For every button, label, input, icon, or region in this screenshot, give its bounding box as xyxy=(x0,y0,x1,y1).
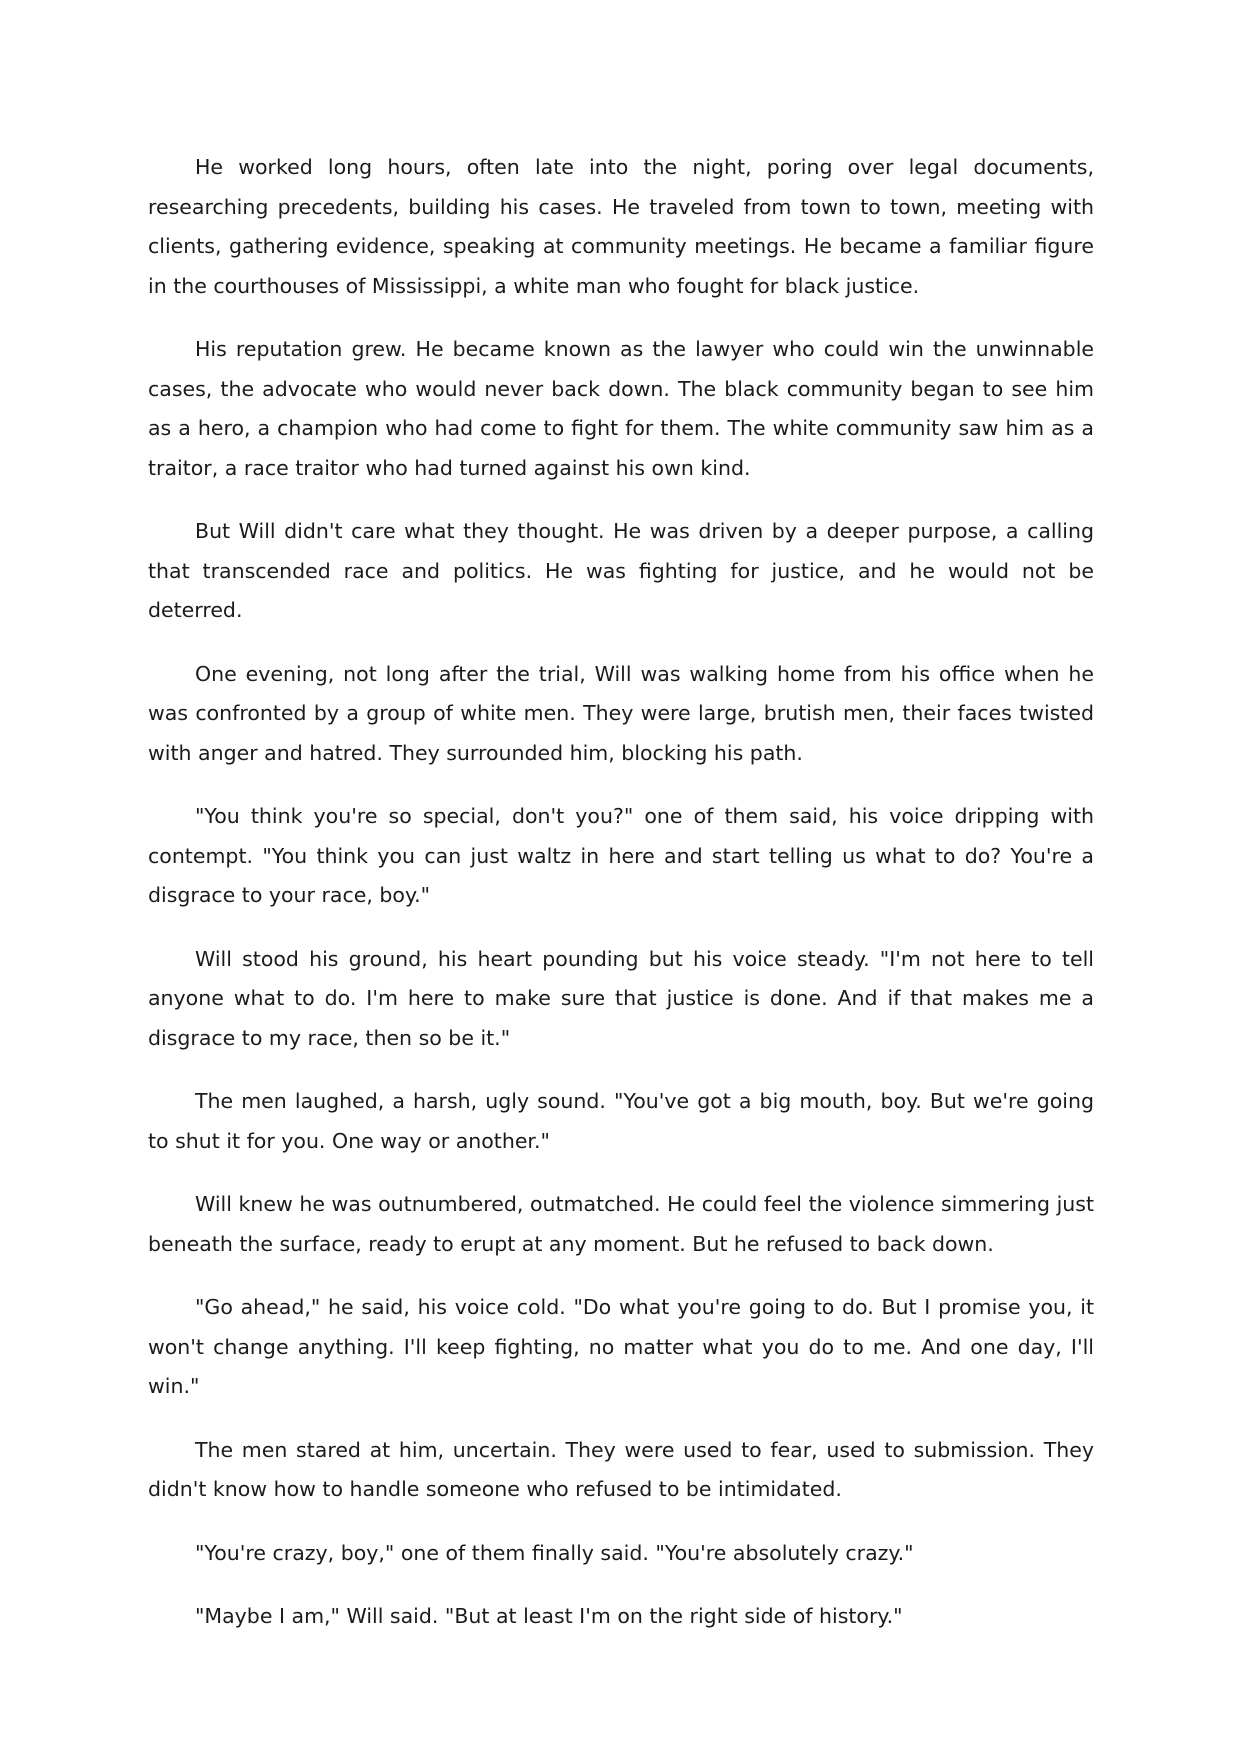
document-page xyxy=(148,148,1094,1661)
paragraph-6: Will stood his ground, his heart pounding but his voice steady. "I'm not here to tell anyone what to do. I'm here to make sure that justice is done. And if that makes me a disgrace to my race, then so be it." xyxy=(148,946,1094,1050)
paragraph-8: Will knew he was outnumbered, outmatched. He could feel the violence simmering just beneath the surface, ready to erupt at any moment. But he refused to back down. xyxy=(148,1192,1094,1256)
paragraph-11: "You're crazy, boy," one of them finally said. "You're absolutely crazy." xyxy=(195,1540,914,1565)
paragraph-7: The men laughed, a harsh, ugly sound. "You've got a big mouth, boy. But we're going to shut it for you. One way or another." xyxy=(148,1089,1094,1153)
paragraph-12: "Maybe I am," Will said. "But at least I'm on the right side of history." xyxy=(195,1604,903,1628)
paragraph-5: "You think you're so special, don't you?" one of them said, his voice dripping with contempt. "You think you can just waltz in here and start telling us what to do? You're a disgrace to your race, boy." xyxy=(148,804,1094,907)
paragraph-4: One evening, not long after the trial, Will was walking home from his office when he was confronted by a group of white men. They were large, brutish men, their faces twisted with anger and hatred. They surrounded him, blocking his path. xyxy=(148,661,1094,765)
paragraph-3: But Will didn't care what they thought. He was driven by a deeper purpose, a calling that transcended race and politics. He was fighting for justice, and he would not be deterred. xyxy=(148,519,1094,622)
paragraph-2: His reputation grew. He became known as the lawyer who could win the unwinnable cases, the advocate who would never back down. The black community began to see him as a hero, a champion who had come to fight for them. The white community saw him as a traitor, a race traitor who had turned against his own kind. xyxy=(148,337,1094,480)
paragraph-10: The men stared at him, uncertain. They were used to fear, used to submission. They didn't know how to handle someone who refused to be intimidated. xyxy=(148,1437,1094,1501)
paragraph-1: He worked long hours, often late into the night, poring over legal documents, researching precedents, building his cases. He traveled from town to town, meeting with clients, gathering evidence, speaking at community meetings. He became a familiar figure in the courthouses of Mississippi, a white man who fought for black justice. xyxy=(148,155,1094,298)
paragraph-9: "Go ahead," he said, his voice cold. "Do what you're going to do. But I promise you, it won't change anything. I'll keep fighting, no matter what you do to me. And one day, I'll win." xyxy=(148,1295,1094,1398)
